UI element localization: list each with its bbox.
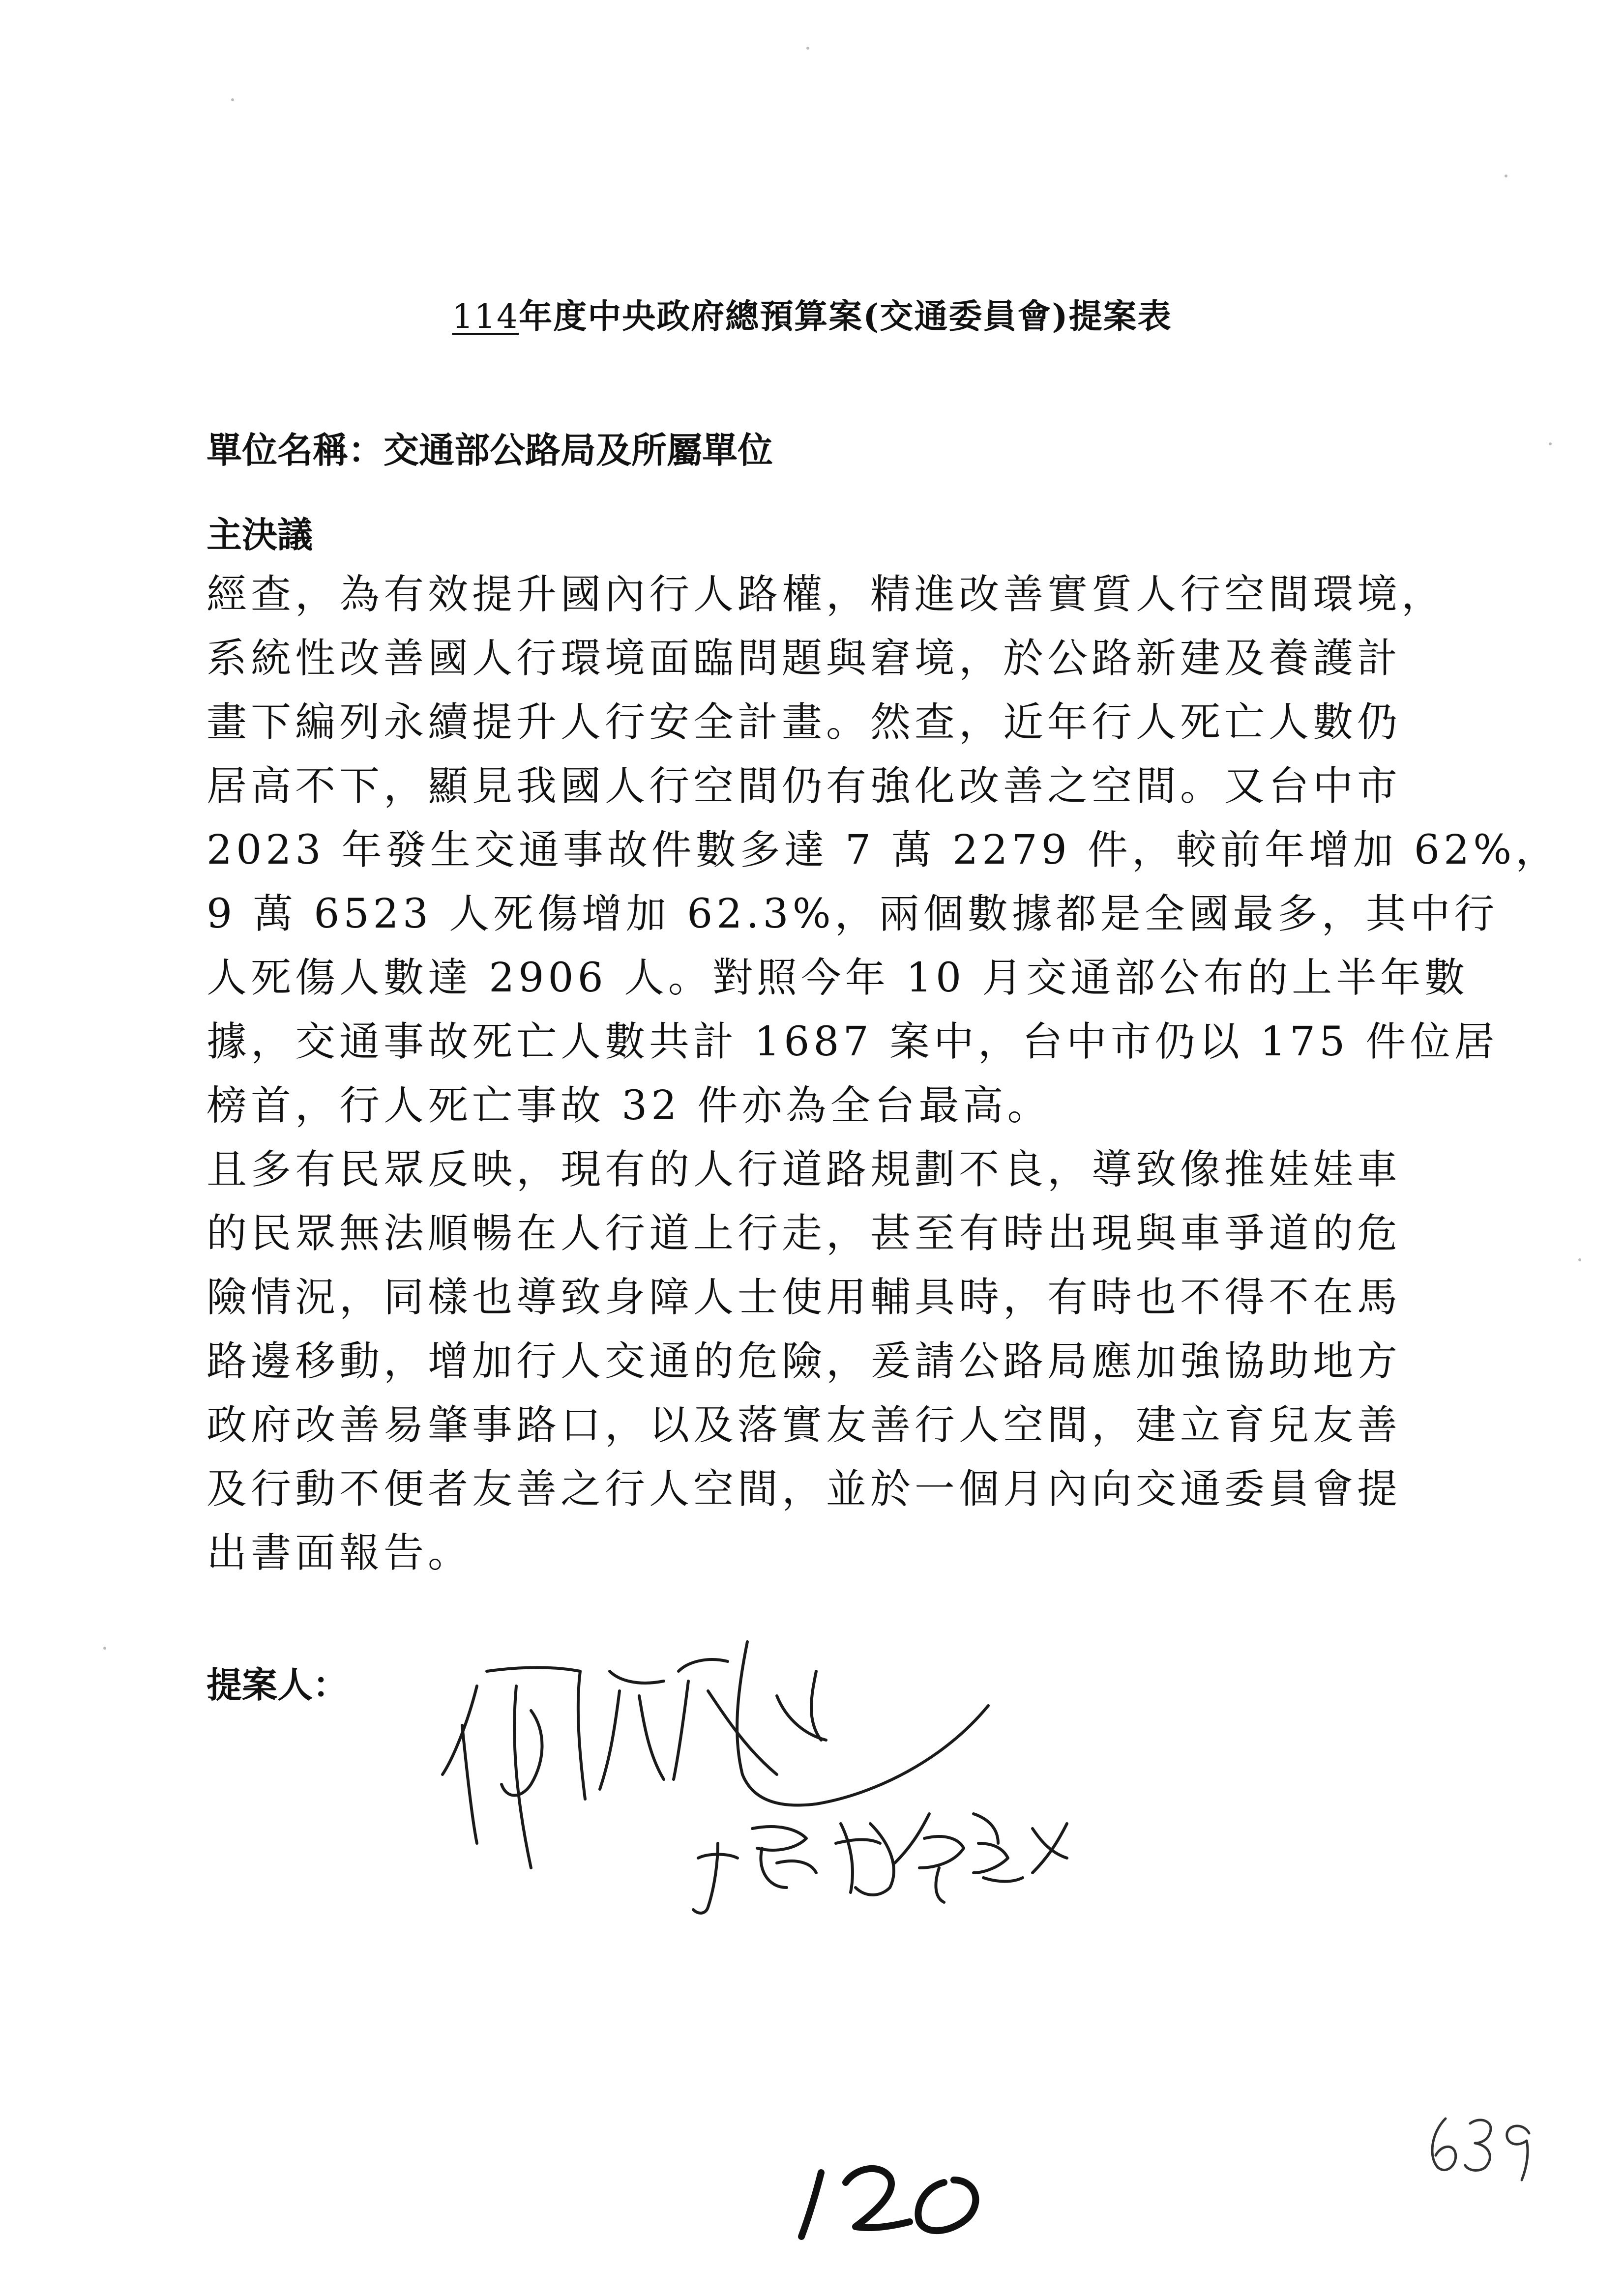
unit-value: 交通部公路局及所屬單位 bbox=[384, 429, 773, 471]
body-line: 險情況，同樣也導致身障人士使用輔具時，有時也不得不在馬 bbox=[207, 1274, 1402, 1321]
body-line: 居高不下，顯見我國人行空間仍有強化改善之空間。又台中市 bbox=[207, 763, 1402, 810]
scan-speck bbox=[103, 1647, 106, 1650]
scan-speck bbox=[1549, 442, 1552, 445]
proposer-label: 提案人： bbox=[207, 1664, 349, 1706]
document-title bbox=[0, 290, 1624, 338]
scan-speck bbox=[1578, 1258, 1581, 1261]
handwritten-signatures bbox=[433, 1612, 1219, 1927]
body-line: 且多有民眾反映，現有的人行道路規劃不良，導致像推娃娃車 bbox=[207, 1146, 1402, 1193]
handwritten-page-number bbox=[787, 2153, 1003, 2246]
body-line: 榜首，行人死亡事故 32 件亦為全台最高。 bbox=[207, 1082, 1052, 1129]
body-line: 人死傷人數達 2906 人。對照今年 10 月交通部公布的上半年數 bbox=[207, 955, 1469, 1001]
scan-speck bbox=[806, 47, 809, 50]
body-line: 出書面報告。 bbox=[207, 1530, 472, 1576]
scan-speck bbox=[1505, 174, 1507, 177]
body-line: 畫下編列永續提升人行安全計畫。然查，近年行人死亡人數仍 bbox=[207, 699, 1402, 746]
unit-name-line bbox=[207, 422, 773, 473]
body-line: 據，交通事故死亡人數共計 1687 案中，台中市仍以 175 件位居 bbox=[207, 1018, 1499, 1065]
resolution-body bbox=[207, 563, 1560, 1585]
body-line: 經查，為有效提升國內行人路權，精進改善實質人行空間環境， bbox=[207, 571, 1446, 618]
scan-speck bbox=[231, 98, 234, 101]
body-line: 的民眾無法順暢在人行道上行走，甚至有時出現與車爭道的危 bbox=[207, 1210, 1402, 1257]
handwritten-corner-number bbox=[1416, 2104, 1544, 2182]
body-line: 9 萬 6523 人死傷增加 62.3%，兩個數據都是全國最多，其中行 bbox=[207, 891, 1499, 937]
body-line: 及行動不便者友善之行人空間，並於一個月內向交通委員會提 bbox=[207, 1466, 1402, 1512]
body-line: 系統性改善國人行環境面臨問題與窘境，於公路新建及養護計 bbox=[207, 635, 1402, 682]
main-resolution-heading: 主決議 bbox=[207, 514, 313, 555]
body-line: 政府改善易肇事路口，以及落實友善行人空間，建立育兒友善 bbox=[207, 1402, 1402, 1449]
body-line: 路邊移動，增加行人交通的危險，爰請公路局應加強協助地方 bbox=[207, 1338, 1402, 1385]
title-year: 114 bbox=[452, 297, 519, 336]
body-line: 2023 年發生交通事故件數多達 7 萬 2279 件，較前年增加 62%， bbox=[207, 827, 1560, 873]
title-text: 年度中央政府總預算案(交通委員會)提案表 bbox=[519, 297, 1172, 336]
unit-label: 單位名稱： bbox=[207, 429, 384, 471]
